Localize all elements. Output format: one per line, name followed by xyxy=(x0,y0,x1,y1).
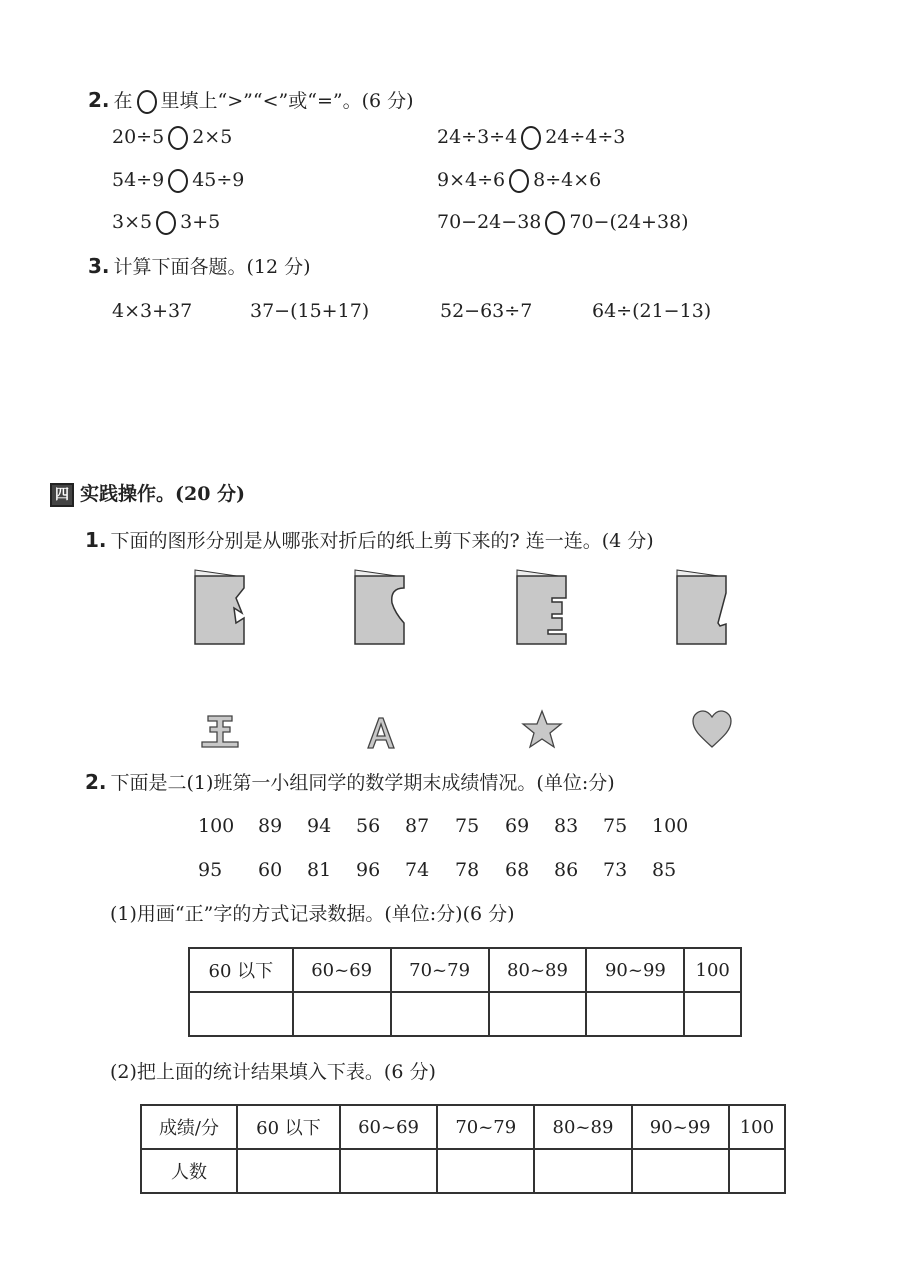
section-heading: 四 实践操作。(20 分) xyxy=(50,482,245,507)
answer-circle[interactable] xyxy=(509,169,529,193)
answer-cell[interactable] xyxy=(189,992,293,1036)
score-value: 96 xyxy=(356,859,381,881)
header-cell: 60~69 xyxy=(293,948,391,992)
row-label-cell: 人数 xyxy=(141,1149,237,1193)
compare-item: 20÷5 2×5 xyxy=(112,126,233,148)
answer-cell[interactable] xyxy=(340,1149,437,1193)
score-value: 83 xyxy=(554,815,579,837)
score-value: 68 xyxy=(505,859,530,881)
tally-table xyxy=(188,947,742,1037)
score-value: 75 xyxy=(603,815,628,837)
expression: 4×3+37 xyxy=(112,300,193,322)
expression: 37−(15+17) xyxy=(250,300,370,322)
answer-cell[interactable] xyxy=(632,1149,729,1193)
score-value: 95 xyxy=(198,859,223,881)
score-value: 87 xyxy=(405,815,430,837)
q3-heading: 3. 计算下面各题。(12 分) xyxy=(88,254,311,278)
header-cell: 70~79 xyxy=(391,948,489,992)
score-value: 86 xyxy=(554,859,579,881)
score-value: 69 xyxy=(505,815,530,837)
expression: 52−63÷7 xyxy=(440,300,533,322)
header-cell: 90~99 xyxy=(586,948,684,992)
section-number-badge: 四 xyxy=(50,483,74,507)
sub-question-2: (2)把上面的统计结果填入下表。(6 分) xyxy=(110,1061,436,1083)
answer-cell[interactable] xyxy=(684,992,741,1036)
header-cell: 60 以下 xyxy=(237,1105,340,1149)
score-value: 75 xyxy=(455,815,480,837)
score-value: 60 xyxy=(258,859,283,881)
p2-heading: 2. 下面是二(1)班第一小组同学的数学期末成绩情况。(单位:分) xyxy=(85,770,615,794)
folded-paper-a-cut xyxy=(672,568,742,648)
compare-item: 24÷3÷4 24÷4÷3 xyxy=(437,126,626,148)
heart-shape xyxy=(690,708,734,752)
answer-cell[interactable] xyxy=(391,992,489,1036)
score-value: 73 xyxy=(603,859,628,881)
answer-cell[interactable] xyxy=(586,992,684,1036)
answer-cell[interactable] xyxy=(293,992,391,1036)
score-value: 78 xyxy=(455,859,480,881)
header-cell: 100 xyxy=(684,948,741,992)
answer-cell[interactable] xyxy=(489,992,587,1036)
answer-circle[interactable] xyxy=(521,126,541,150)
header-cell: 60 以下 xyxy=(189,948,293,992)
answer-cell[interactable] xyxy=(534,1149,631,1193)
star-shape xyxy=(520,708,564,752)
compare-item: 9×4÷6 8÷4×6 xyxy=(437,169,602,191)
header-cell: 60~69 xyxy=(340,1105,437,1149)
score-value: 89 xyxy=(258,815,283,837)
score-value: 100 xyxy=(198,815,235,837)
score-value: 100 xyxy=(652,815,689,837)
statistics-table xyxy=(140,1104,786,1194)
letter-a-shape xyxy=(362,712,402,752)
sub-question-1: (1)用画“正”字的方式记录数据。(单位:分)(6 分) xyxy=(110,903,515,925)
header-cell: 80~89 xyxy=(489,948,587,992)
answer-cell[interactable] xyxy=(729,1149,785,1193)
score-value: 94 xyxy=(307,815,332,837)
circle-icon xyxy=(137,90,157,114)
expression: 64÷(21−13) xyxy=(592,300,712,322)
answer-circle[interactable] xyxy=(545,211,565,235)
answer-cell[interactable] xyxy=(437,1149,534,1193)
score-value: 74 xyxy=(405,859,430,881)
compare-item: 3×5 3+5 xyxy=(112,211,221,233)
wang-character-shape xyxy=(200,712,250,752)
score-value: 85 xyxy=(652,859,677,881)
header-cell: 80~89 xyxy=(534,1105,631,1149)
answer-circle[interactable] xyxy=(156,211,176,235)
answer-cell[interactable] xyxy=(237,1149,340,1193)
header-cell: 100 xyxy=(729,1105,785,1149)
folded-paper-wang-cut xyxy=(512,568,582,648)
score-value: 56 xyxy=(356,815,381,837)
folded-paper-star-cut xyxy=(190,568,260,648)
folded-paper-heart-cut xyxy=(350,568,420,648)
compare-item: 54÷9 45÷9 xyxy=(112,169,245,191)
header-cell: 70~79 xyxy=(437,1105,534,1149)
answer-circle[interactable] xyxy=(168,126,188,150)
q2-heading: 2. 在 里填上“>”“<”或“=”。(6 分) xyxy=(88,88,414,112)
compare-item: 70−24−38 70−(24+38) xyxy=(437,211,689,233)
header-cell: 90~99 xyxy=(632,1105,729,1149)
answer-circle[interactable] xyxy=(168,169,188,193)
header-cell: 成绩/分 xyxy=(141,1105,237,1149)
p1-heading: 1. 下面的图形分别是从哪张对折后的纸上剪下来的? 连一连。(4 分) xyxy=(85,528,654,552)
score-value: 81 xyxy=(307,859,332,881)
